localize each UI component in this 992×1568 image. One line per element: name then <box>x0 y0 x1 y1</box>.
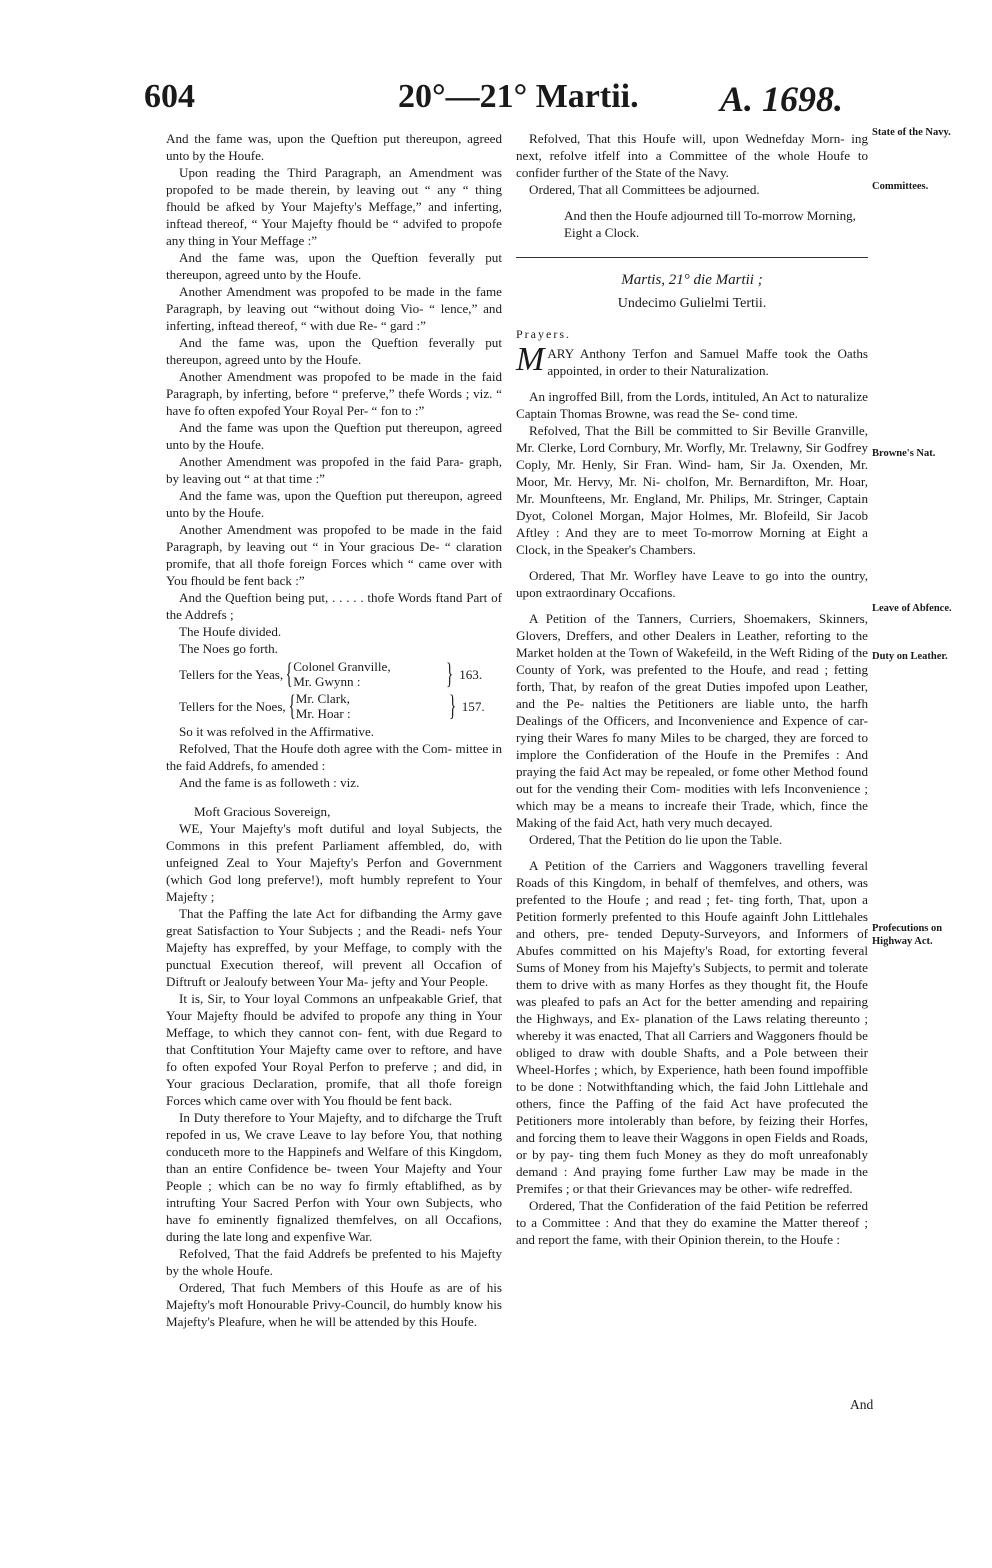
paragraph: And the Queftion being put, . . . . . thofe Words ftand Part of the Addrefs ; <box>166 590 502 622</box>
margin-note: Duty on Leather. <box>872 651 948 662</box>
teller-name: Colonel Granville, <box>293 659 391 674</box>
paragraph: The Houfe divided. <box>179 624 282 639</box>
margin-note: Browne's Nat. <box>872 448 936 459</box>
paragraph: And the fame was upon the Queftion put thereupon, agreed unto by the Houfe. <box>166 420 502 452</box>
brace-left-icon: { <box>288 689 296 722</box>
brace-right-icon: } <box>448 689 456 722</box>
paragraph: Ordered, That the Petition do lie upon the Table. <box>529 832 783 847</box>
tellers-label: Tellers for the Noes, <box>179 698 286 714</box>
divider <box>516 257 868 258</box>
margin-note: Profecutions on Highway Act. <box>872 923 943 947</box>
paragraph: Another Amendment was propofed to be made in the faid Paragraph, by inferting, before “ preferve,” thefe Words ; viz. “ have fo often expofed Your Royal Per- “ fon to :” <box>166 369 502 418</box>
paragraph: Another Amendment was propofed to be made in the faid Paragraph, by leaving out “ in Your gracious De- “ claration promife, that all thofe foreign Forces which “ came over with You fhould be fent back :” <box>166 522 502 588</box>
margin-note: Committees. <box>872 181 929 192</box>
address-paragraph: It is, Sir, to Your loyal Commons an unfpeakable Grief, that Your Majefty fhould be advifed to propofe any thing in Your Meffage, to which they cannot con- fent, with due Regard to that Conftitution Your Majefty came over to reftore, and have fo often expofed Your Royal Perfon to preferve ; and did, in Your gracious Declaration, promife, that all thofe foreign Forces which came over with You fhould be fent back. <box>166 991 502 1108</box>
paragraph: Refolved, That the Houfe doth agree with the Com- mittee in the faid Addrefs, fo amended : <box>166 741 502 773</box>
paragraph: The Noes go forth. <box>179 641 278 656</box>
paragraph: And the fame was, upon the Queftion feverally put thereupon, agreed unto by the Houfe. <box>166 335 502 367</box>
teller-name: Mr. Clark, <box>295 691 350 706</box>
paragraph: A Petition of the Carriers and Waggoners travelling feveral Roads of this Kingdom, in behalf of themfelves, and others, was prefented to the Houfe ; and read ; fet- ting forth, That, upon a Petition formerly prefented to this Houfe againft John Littlehales and others, pre- tended Deputy-Surveyors, and Informers of Abufes committed on his Majefty's Road, for extorting feveral Sums of Money from his Majefty's Subjects, to permit and tolerate them to drive with as many Horfes as they thought fit, the Houfe was pleafed to pafs an Act for the better amending and repairing the Highways, and Ex- planation of the Laws relating thereunto ; whereby it was enacted, That all Carriers and Waggoners fhould be obliged to draw with double Shafts, and a Pole between their Wheel-Horfes ; which, by Experience, hath been found impoffible to be done : Notwithftanding which, the faid John Littlehale and others, fince the Paffing of the faid Act have profecuted the Petitioners more intolerably than before, by feizing their Horfes, and forcing them to leave their Waggons in open Fields and Roads, or by pay- ting them fuch Money as they do moft unreafonably demand : And praying fome further Law may be made in the Premifes ; or that their Grievances may be other- wife redreffed. <box>516 858 868 1196</box>
drop-cap: M <box>516 341 545 378</box>
paragraph: Refolved, That the faid Addrefs be prefented to his Majefty by the whole Houfe. <box>166 1246 502 1278</box>
teller-name: Mr. Gwynn : <box>293 674 361 689</box>
tellers-count: 157. <box>461 698 485 714</box>
paragraph: Refolved, That this Houfe will, upon Wednefday Morn- ing next, refolve itfelf into a Committee of the whole Houfe to confider further of the State of the Navy. <box>516 131 868 180</box>
teller-names <box>293 659 443 689</box>
paragraph: Upon reading the Third Paragraph, an Amendment was propofed to be made therein, by leaving out “ any “ thing fhould be afked by Your Majefty's Meffage,” and inferting, inftead thereof, “ Your Majefty fhould be “ advifed to propofe any thing in Your Meffage :” <box>166 165 502 248</box>
catchword: And <box>850 1397 874 1412</box>
teller-names <box>296 691 446 721</box>
brace-left-icon: { <box>285 657 293 690</box>
prayers-heading: Prayers. <box>516 327 571 341</box>
left-column <box>166 130 502 1330</box>
paragraph: Ordered, That all Committees be adjourned. <box>529 182 760 197</box>
paragraph: Ordered, That the Confideration of the faid Petition be referred to a Committee : And that they do examine the Matter thereof ; and report the fame, with their Opinion therein, to the Houfe : <box>516 1198 868 1247</box>
tellers-yeas <box>179 659 502 689</box>
address-paragraph: That the Paffing the late Act for difbanding the Army gave great Satisfaction to Your Subjects ; and the Readi- nefs Your Majefty has expreffed, by your Meffage, to comply with the punctual Execution thereof, will prevent all Occafion of Diftruft or Jealoufy between Your Ma- jefty and Your People. <box>166 906 502 989</box>
adjournment: And then the Houfe adjourned till To-morrow Morning, Eight a Clock. <box>564 208 856 240</box>
day-heading: Martis, 21° die Martii ; <box>621 272 763 288</box>
paragraph: And the fame was, upon the Queftion put thereupon, agreed unto by the Houfe. <box>166 131 502 163</box>
margin-note: State of the Navy. <box>872 127 951 138</box>
paragraph <box>516 341 868 379</box>
paragraph: And the fame was, upon the Queftion feverally put thereupon, agreed unto by the Houfe. <box>166 250 502 282</box>
paragraph: Ordered, That fuch Members of this Houfe as are of his Majefty's moft Honourable Privy-Council, do humbly know his Majefty's Pleafure, when he will be attended by this Houfe. <box>166 1280 502 1329</box>
tellers-label: Tellers for the Yeas, <box>179 666 284 682</box>
paragraph: Another Amendment was propofed to be made in the fame Paragraph, by leaving out “without doing Vio- “ lence,” and inferting, inftead thereof, “ with due Re- “ gard :” <box>166 284 502 333</box>
brace-right-icon: } <box>446 657 454 690</box>
header-date: 20°—21° Martii. <box>398 78 639 115</box>
paragraph: Refolved, That the Bill be committed to Sir Beville Granville, Mr. Clerke, Lord Cornbury, Mr. Worfly, Mr. Trelawny, Sir Godfrey Coply, Mr. Henly, Sir Fran. Wind- ham, Sir Ja. Oxenden, Mr. Moor, Mr. Hervy, Mr. Ni- cholfon, Mr. Bernardifton, Mr. Hoar, Mr. Mounfteens, Mr. England, Mr. Philips, Mr. Stringer, Captain Dyot, Colonel Morgan, Major Holmes, Mr. Blofeild, Sir Jacob Aftley : And they are to meet To-morrow Morning at Eight a Clock, in the Speaker's Chambers. <box>516 423 868 557</box>
day-subheading: Undecimo Gulielmi Tertii. <box>617 296 767 311</box>
address-paragraph: WE, Your Majefty's moft dutiful and loyal Subjects, the Commons in this prefent Parliament affembled, do, with unfeigned Zeal to Your Majefty's Perfon and Government (which God long preferve!), moft humbly reprefent to Your Majefty ; <box>166 821 502 904</box>
tellers-count: 163. <box>459 666 483 682</box>
paragraph: A Petition of the Tanners, Curriers, Shoemakers, Skinners, Glovers, Dreffers, and other Dealers in Leather, reforting to the Market holden at the Town of Wakefeild, in the Weft Riding of the County of York, was prefented to the Houfe, and read ; fetting forth, That, by reafon of the great Duties impofed upon Leather, and the Pe- nalties the Petitioners are liable unto, the harfh Dealings of the Officers, and Inconvenience and Expence of car- rying their Wares fo many Miles to be charged, they are forced to implore the Confideration of the Houfe in the Premifes : And praying the faid Act may be repealed, or fome other Method found out for the vending their Com- modities with lefs Inconvenience ; which may be a means to increafe their Trade, which, fince the Making of the faid Act, hath very much decayed. <box>516 611 868 830</box>
teller-name: Mr. Hoar : <box>295 706 351 721</box>
right-column <box>516 130 868 1248</box>
paragraph: Ordered, That Mr. Worfley have Leave to go into the ountry, upon extraordinary Occafions. <box>516 568 868 600</box>
margin-note: Leave of Abfence. <box>872 603 952 614</box>
paragraph: So it was refolved in the Affirmative. <box>179 724 375 739</box>
tellers-noes <box>179 691 502 721</box>
paragraph: And the fame is as followeth : viz. <box>179 775 360 790</box>
address-salutation: Moft Gracious Sovereign, <box>194 804 331 819</box>
paragraph: Another Amendment was propofed in the faid Para- graph, by leaving out “ at that time :” <box>166 454 502 486</box>
paragraph: An ingroffed Bill, from the Lords, intituled, An Act to naturalize Captain Thomas Browne, was read the Se- cond time. <box>516 389 868 421</box>
address-paragraph: In Duty therefore to Your Majefty, and to difcharge the Truft repofed in us, We crave Leave to lay before You, that nothing conduceth more to the Happinefs and Welfare of this Kingdom, than an entire Confidence be- tween Your Majefty and Your People ; which can be no way fo firmly eftablifhed, as by intrufting Your Sacred Perfon with Your own Subjects, who have fo eminently fignalized themfelves, on all Occafions, during the late long and expenfive War. <box>166 1110 502 1244</box>
paragraph-text: ARY Anthony Terfon and Samuel Maffe took the Oaths appointed, in order to their Naturalization. <box>547 346 868 378</box>
paragraph: And the fame was, upon the Queftion put thereupon, agreed unto by the Houfe. <box>166 488 502 520</box>
page-number: 604 <box>144 78 195 115</box>
header-year: A. 1698. <box>720 79 844 119</box>
